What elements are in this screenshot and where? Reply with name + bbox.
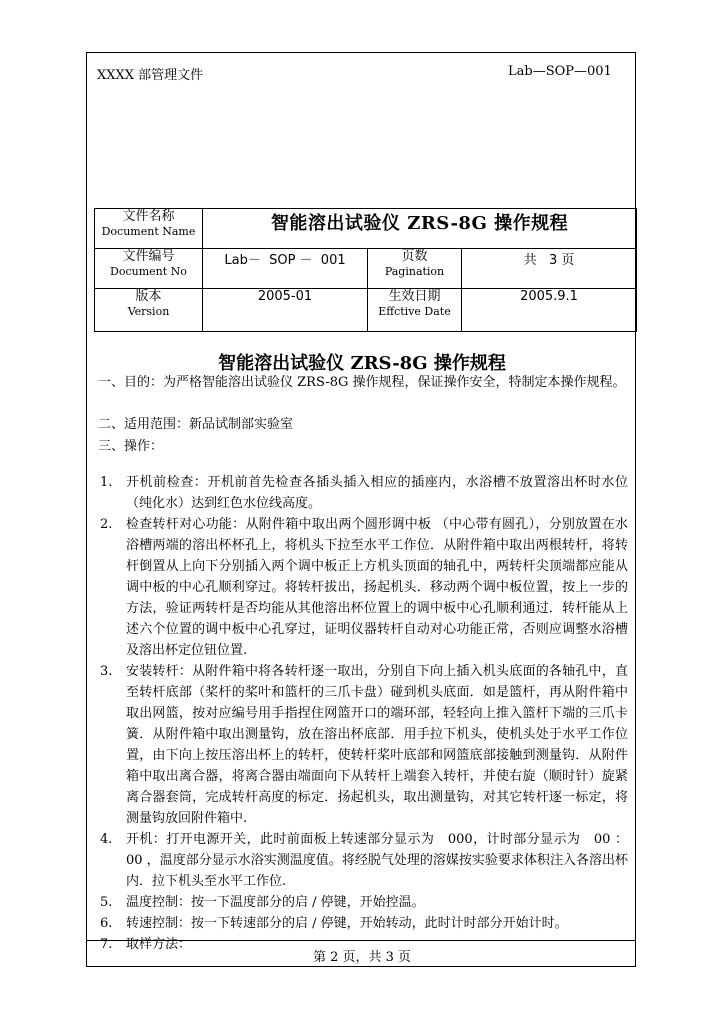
doc-name-label-cn: 文件名称 [122,209,175,224]
step-number: 3. [100,664,113,679]
step-number: 5. [100,895,113,910]
step-item [98,892,628,913]
step-text: 开机前检查：开机前首先检查各插头插入相应的插座内，水浴槽不放置溶出杯时水位（纯化水）达到红色水位线高度。 [126,475,628,511]
operation-steps [98,472,641,955]
step-text: 温度控制：按一下温度部分的启 / 停键，开始控温。 [126,895,425,910]
effective-date-label-cn: 生效日期 [388,289,441,304]
version-label-cn: 版本 [135,289,162,304]
header-department: XXXX 部管理文件 [97,68,204,83]
step-text: 转速控制：按一下转速部分的启 / 停键，开始转动，此时计时部分开始计时。 [126,916,568,931]
footer-divider [86,940,636,941]
pagination-label-en: Pagination [384,265,445,278]
step-item [98,829,641,892]
header-doc-code: Lab—SOP—001 [508,64,612,79]
document-info-table [94,208,637,332]
effective-date-label-en: Effctive Date [378,305,451,318]
doc-title: 智能溶出试验仪 ZRS-8G 操作规程 [203,209,637,249]
doc-no-value: Lab－ SOP － 001 [203,249,368,289]
step-text: 取样方法： [126,937,192,952]
section-scope: 二、适用范围：新品试制部实验室 [98,417,294,432]
step-text: 开机：打开电源开关，此时前面板上转速部分显示为 000，计时部分显示为 00 ： 00 ，温度部分显示水浴实测温度值。将经脱气处理的溶媒按实验要求体积注入各溶出杯内．拉下机头至水平工作位. [126,832,641,889]
step-number: 1. [100,475,113,490]
step-item [98,514,628,661]
version-label [95,289,203,332]
step-number: 4. [100,832,113,847]
step-text: 检查转杆对心功能：从附件箱中取出两个圆形调中板 （中心带有圆孔），分别放置在水浴槽两端的溶出杯杯孔上，将机头下拉至水平工作位．从附件箱中取出两根转杆，将转杆倒置从上向下分别插入两个调中板正上方机头顶面的轴孔中，两转杆尖顶端都应能从调中板的中心孔顺利穿过。将转杆拔出，扬起机头．移动两个调中板位置，按上一步的方法，验证两转杆是否均能从其他溶出杯位置上的调中板中心孔顺利通过．转杆能从上述六个位置的调中板中心孔穿过，证明仪器转杆自动对心功能正常，否则应调整水浴槽及溶出杯定位钮位置. [126,517,628,658]
version-label-en: Version [127,305,170,318]
doc-no-label [95,249,203,289]
page-title: 智能溶出试验仪 ZRS-8G 操作规程 [218,353,506,374]
step-number: 7. [100,937,113,952]
doc-name-label [95,209,203,249]
step-item [98,913,628,934]
doc-name-label-en: Document Name [101,225,196,238]
step-item [98,661,628,829]
section-purpose: 一、目的：为严格智能溶出试验仪 ZRS-8G 操作规程，保证操作安全，特制定本操作规程。 [98,375,626,390]
step-number: 6. [100,916,113,931]
version-value: 2005-01 [203,289,368,332]
pagination-value: 共 3 页 [462,249,637,289]
doc-no-label-cn: 文件编号 [122,249,175,264]
section-operation: 三、操作： [98,439,164,454]
effective-date-value: 2005.9.1 [462,289,637,332]
pagination-label-cn: 页数 [401,249,428,264]
step-number: 2. [100,517,113,532]
effective-date-label [368,289,462,332]
page-number-footer: 第 2 页，共 3 页 [312,950,412,965]
pagination-label [368,249,462,289]
doc-no-label-en: Document No [110,265,187,278]
step-item [98,472,628,514]
step-text: 安装转杆：从附件箱中将各转杆逐一取出，分别自下向上插入机头底面的各轴孔中，直至转杆底部（桨杆的桨叶和篮杆的三爪卡盘）碰到机头底面．如是篮杆，再从附件箱中取出网篮，按对应编号用手指捏住网篮开口的端环部，轻轻向上推入篮杆下端的三爪卡簧．从附件箱中取出测量钩，放在溶出杯底部．用手拉下机头，使机头处于水平工作位置，由下向上按压溶出杯上的转杆，使转杆桨叶底部和网篮底部接触到测量钩．从附件箱中取出离合器，将离合器由端面向下从转杆上端套入转杆，并使右旋（顺时针）旋紧离合器套筒，完成转杆高度的标定．扬起机头，取出测量钩，对其它转杆逐一标定，将测量钩放回附件箱中. [126,664,628,826]
